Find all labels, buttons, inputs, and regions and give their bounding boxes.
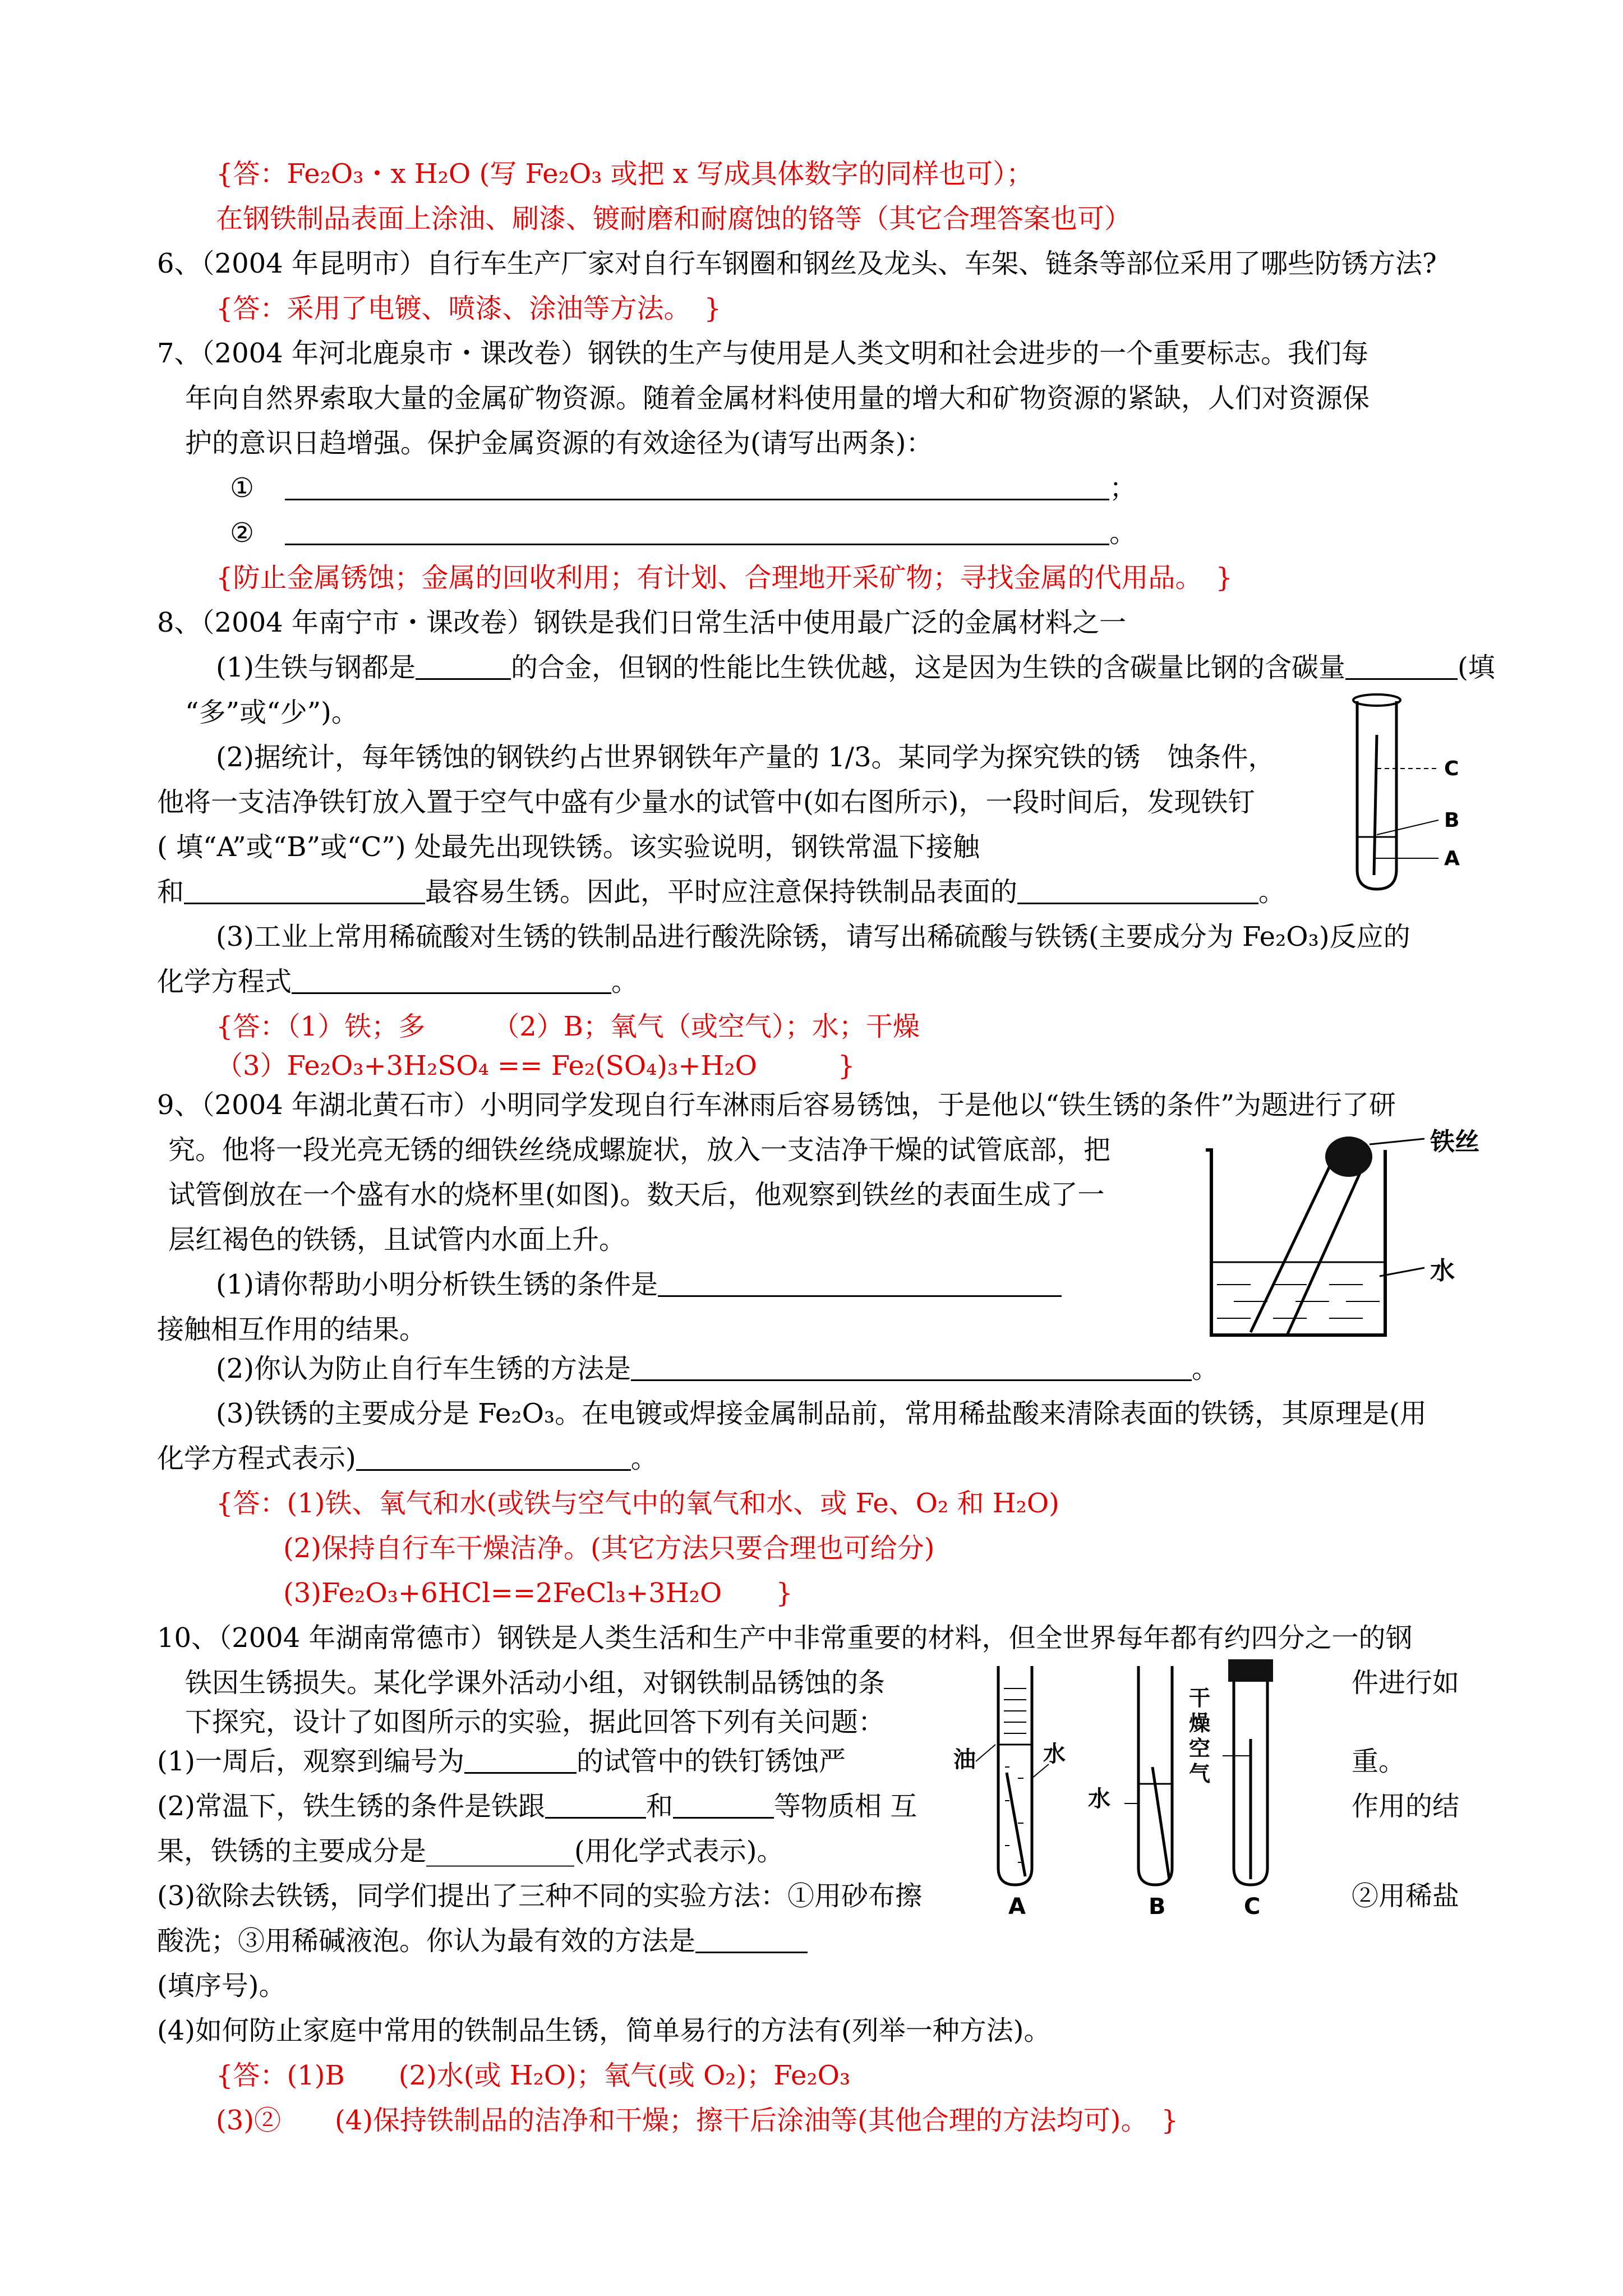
text-line: 试管倒放在一个盛有水的烧杯里(如图)。数天后，他观察到铁丝的表面生成了一 bbox=[168, 1179, 1105, 1211]
label-a: A bbox=[1444, 847, 1460, 870]
answer-blank bbox=[285, 473, 1109, 500]
text: 和 bbox=[646, 1791, 674, 1822]
text: 。 bbox=[1258, 876, 1286, 908]
stopper-icon bbox=[1228, 1659, 1273, 1682]
text-line bbox=[157, 1788, 1559, 1824]
punct: ； bbox=[1109, 472, 1137, 504]
text: 的合金，但钢的性能比生铁优越，这是因为生铁的含碳量比钢的含碳量 bbox=[511, 652, 1346, 683]
text: 酸洗；③用稀碱液泡。你认为最有效的方法是 bbox=[157, 1925, 696, 1957]
text-line: (3)工业上常用稀硫酸对生锈的铁制品进行酸洗除锈，请写出稀硫酸与铁锈(主要成分为 Fe₂O₃)反应的 bbox=[216, 921, 1410, 953]
label-water-b: 水 bbox=[1088, 1786, 1110, 1812]
iron-wire-icon bbox=[1325, 1137, 1372, 1177]
text-line: (2)据统计，每年锈蚀的钢铁约占世界钢铁年产量的 1/3。某同学为探究铁的锈 蚀条件， bbox=[216, 742, 1275, 773]
text-line: 下探究，设计了如图所示的实验，据此回答下列有关问题： bbox=[185, 1706, 886, 1738]
text-line: 果，铁锈的主要成分是___________(用化学式表示)。 bbox=[157, 1835, 784, 1867]
test-tube-figure bbox=[1340, 690, 1486, 898]
question-7: 7、（2004 年河北鹿泉市・课改卷）钢铁的生产与使用是人类文明和社会进步的一个重要标志。我们每 bbox=[157, 338, 1368, 369]
text-line: 接触相互作用的结果。 bbox=[157, 1314, 427, 1345]
text-line: 作用的结 bbox=[1352, 1791, 1460, 1822]
answer-line: 在钢铁制品表面上涂油、刷漆、镀耐磨和耐腐蚀的铬等（其它合理答案也可） bbox=[216, 203, 1132, 234]
answer-blank bbox=[356, 1443, 631, 1471]
label-tube-b: B bbox=[1149, 1894, 1166, 1918]
answer-blank bbox=[545, 1791, 646, 1819]
label-water-a: 水 bbox=[1043, 1741, 1066, 1767]
text: (1)生铁与钢都是 bbox=[216, 652, 416, 683]
text-line: (3)铁锈的主要成分是 Fe₂O₃。在电镀或焊接金属制品前，常用稀盐酸来清除表面的铁锈，其原理是(用 bbox=[216, 1398, 1427, 1429]
answer-line: {答：(1)铁、氧气和水(或铁与空气中的氧气和水、或 Fe、O₂ 和 H₂O) bbox=[216, 1488, 1059, 1519]
text: 。 bbox=[630, 1443, 658, 1474]
label-iron-wire: 铁丝 bbox=[1430, 1128, 1479, 1156]
question-8: 8、（2004 年南宁市・课改卷）钢铁是我们日常生活中使用最广泛的金属材料之一 bbox=[157, 607, 1126, 638]
label-tube-a: A bbox=[1008, 1894, 1026, 1918]
answer-line: {答：（1）铁；多 （2）B；氧气（或空气）；水；干燥 bbox=[216, 1011, 920, 1042]
text-line: 他将一支洁净铁钉放入置于空气中盛有少量水的试管中(如右图所示)，一段时间后，发现铁钉 bbox=[157, 786, 1255, 818]
text-line: 层红褐色的铁锈，且试管内水面上升。 bbox=[168, 1224, 626, 1255]
text-line: 究。他将一段光亮无锈的细铁丝绕成螺旋状，放入一支洁净干燥的试管底部，把 bbox=[168, 1134, 1111, 1166]
text: 和 bbox=[157, 876, 185, 908]
text: 化学方程式表示) bbox=[157, 1443, 356, 1474]
answer-blank bbox=[184, 877, 425, 904]
text: 等物质相 互 bbox=[774, 1791, 917, 1822]
text-line bbox=[157, 1441, 1559, 1476]
text-line bbox=[157, 964, 1559, 1000]
text: 铁因生锈损失。某化学课外活动小组，对钢铁制品锈蚀的条 bbox=[185, 1667, 886, 1699]
text-line: (4)如何防止家庭中常用的铁制品生锈，简单易行的方法有(列举一种方法)。 bbox=[157, 2015, 1051, 2046]
text-line: “多”或“少”)。 bbox=[185, 697, 358, 728]
answer-blank bbox=[464, 1746, 577, 1774]
text-line bbox=[157, 1743, 1559, 1779]
text-line bbox=[157, 1923, 1559, 1959]
answer-line: (3)② (4)保持铁制品的洁净和干燥；擦干后涂油等(其他合理的方法均可)。 } bbox=[216, 2105, 1178, 2136]
circled-number: ② bbox=[230, 517, 255, 549]
answer-line: {答：Fe₂O₃・x H₂O (写 Fe₂O₃ 或把 x 写成具体数字的同样也可）； bbox=[216, 158, 1034, 190]
text: 。 bbox=[611, 966, 639, 997]
answer-blank bbox=[1345, 652, 1458, 680]
answer-line: {防止金属锈蚀；金属的回收利用；有计划、合理地开采矿物；寻找金属的代用品。 } bbox=[216, 562, 1233, 593]
label-oil: 油 bbox=[953, 1747, 976, 1773]
answer-blank bbox=[416, 652, 511, 680]
label-b: B bbox=[1444, 809, 1460, 832]
text-line: (3)欲除去铁锈，同学们提出了三种不同的实验方法：①用砂布擦 bbox=[157, 1880, 922, 1912]
text: 。 bbox=[1192, 1353, 1219, 1384]
text-line: (填序号)。 bbox=[157, 1970, 286, 2001]
answer-blank bbox=[631, 1354, 1192, 1381]
text-line: ( 填“A”或“B”或“C”) 处最先出现铁锈。该实验说明，钢铁常温下接触 bbox=[157, 831, 980, 863]
text-line: 护的意识日趋增强。保护金属资源的有效途径为(请写出两条)： bbox=[185, 427, 933, 459]
blank-line-1 bbox=[230, 470, 1623, 506]
beaker-diagram bbox=[1195, 1116, 1497, 1352]
test-tube-diagram bbox=[1340, 690, 1486, 898]
text: 化学方程式 bbox=[157, 966, 292, 997]
text-line: 年向自然界索取大量的金属矿物资源。随着金属材料使用量的增大和矿物资源的紧缺，人们对资源保 bbox=[185, 383, 1370, 414]
label-c: C bbox=[1444, 757, 1459, 780]
question-6: 6、（2004 年昆明市）自行车生产厂家对自行车钢圈和钢丝及龙头、车架、链条等部位采用了哪些防锈方法? bbox=[157, 248, 1437, 279]
text: 的试管中的铁钉锈蚀严 bbox=[577, 1746, 846, 1777]
blank-line-2 bbox=[230, 515, 1623, 551]
answer-line: {答：采用了电镀、喷漆、涂油等方法。 } bbox=[216, 293, 722, 324]
answer-blank bbox=[285, 518, 1109, 545]
three-tubes-diagram bbox=[953, 1655, 1346, 1918]
answer-line: (3)Fe₂O₃+6HCl==2FeCl₃+3H₂O } bbox=[283, 1577, 793, 1609]
question-9: 9、（2004 年湖北黄石市）小明同学发现自行车淋雨后容易锈蚀，于是他以“铁生锈的条件”为题进行了研 bbox=[157, 1089, 1396, 1121]
nail-icon bbox=[1374, 735, 1377, 875]
answer-blank bbox=[292, 967, 611, 994]
answer-line: {答：(1)B (2)水(或 H₂O)；氧气(或 O₂)；Fe₂O₃ bbox=[216, 2060, 851, 2091]
text: (2)你认为防止自行车生锈的方法是 bbox=[216, 1353, 631, 1384]
label-tube-c: C bbox=[1244, 1894, 1261, 1918]
text: (1)一周后，观察到编号为 bbox=[157, 1746, 464, 1777]
punct: 。 bbox=[1109, 517, 1137, 549]
label-dry-air: 干燥空气 bbox=[1189, 1686, 1211, 1786]
answer-blank bbox=[673, 1791, 774, 1819]
text-line bbox=[216, 1351, 1618, 1387]
text-line bbox=[216, 650, 1618, 685]
beaker-figure bbox=[1195, 1116, 1497, 1352]
text: (填 bbox=[1458, 652, 1495, 683]
text-line: ②用稀盐 bbox=[1352, 1880, 1460, 1912]
text: 最容易生锈。因此，平时应注意保持铁制品表面的 bbox=[425, 876, 1018, 908]
text: (1)请你帮助小明分析铁生锈的条件是 bbox=[216, 1269, 658, 1300]
answer-blank bbox=[658, 1269, 1062, 1297]
label-water: 水 bbox=[1430, 1257, 1455, 1285]
answer-blank bbox=[695, 1926, 808, 1953]
question-10: 10、（2004 年湖南常德市）钢铁是人类生活和生产中非常重要的材料，但全世界每年都有约四分之一的钢 bbox=[157, 1622, 1413, 1654]
text-line: 重。 bbox=[1352, 1746, 1406, 1777]
answer-line: （3）Fe₂O₃+3H₂SO₄ == Fe₂(SO₄)₃+H₂O } bbox=[216, 1050, 855, 1082]
text: (2)常温下，铁生锈的条件是铁跟 bbox=[157, 1791, 545, 1822]
text-line: 件进行如 bbox=[1352, 1667, 1460, 1699]
three-tubes-figure bbox=[953, 1655, 1346, 1918]
circled-number: ① bbox=[230, 472, 255, 504]
answer-blank bbox=[1017, 877, 1258, 904]
answer-line: (2)保持自行车干燥洁净。(其它方法只要合理也可给分) bbox=[283, 1533, 935, 1564]
